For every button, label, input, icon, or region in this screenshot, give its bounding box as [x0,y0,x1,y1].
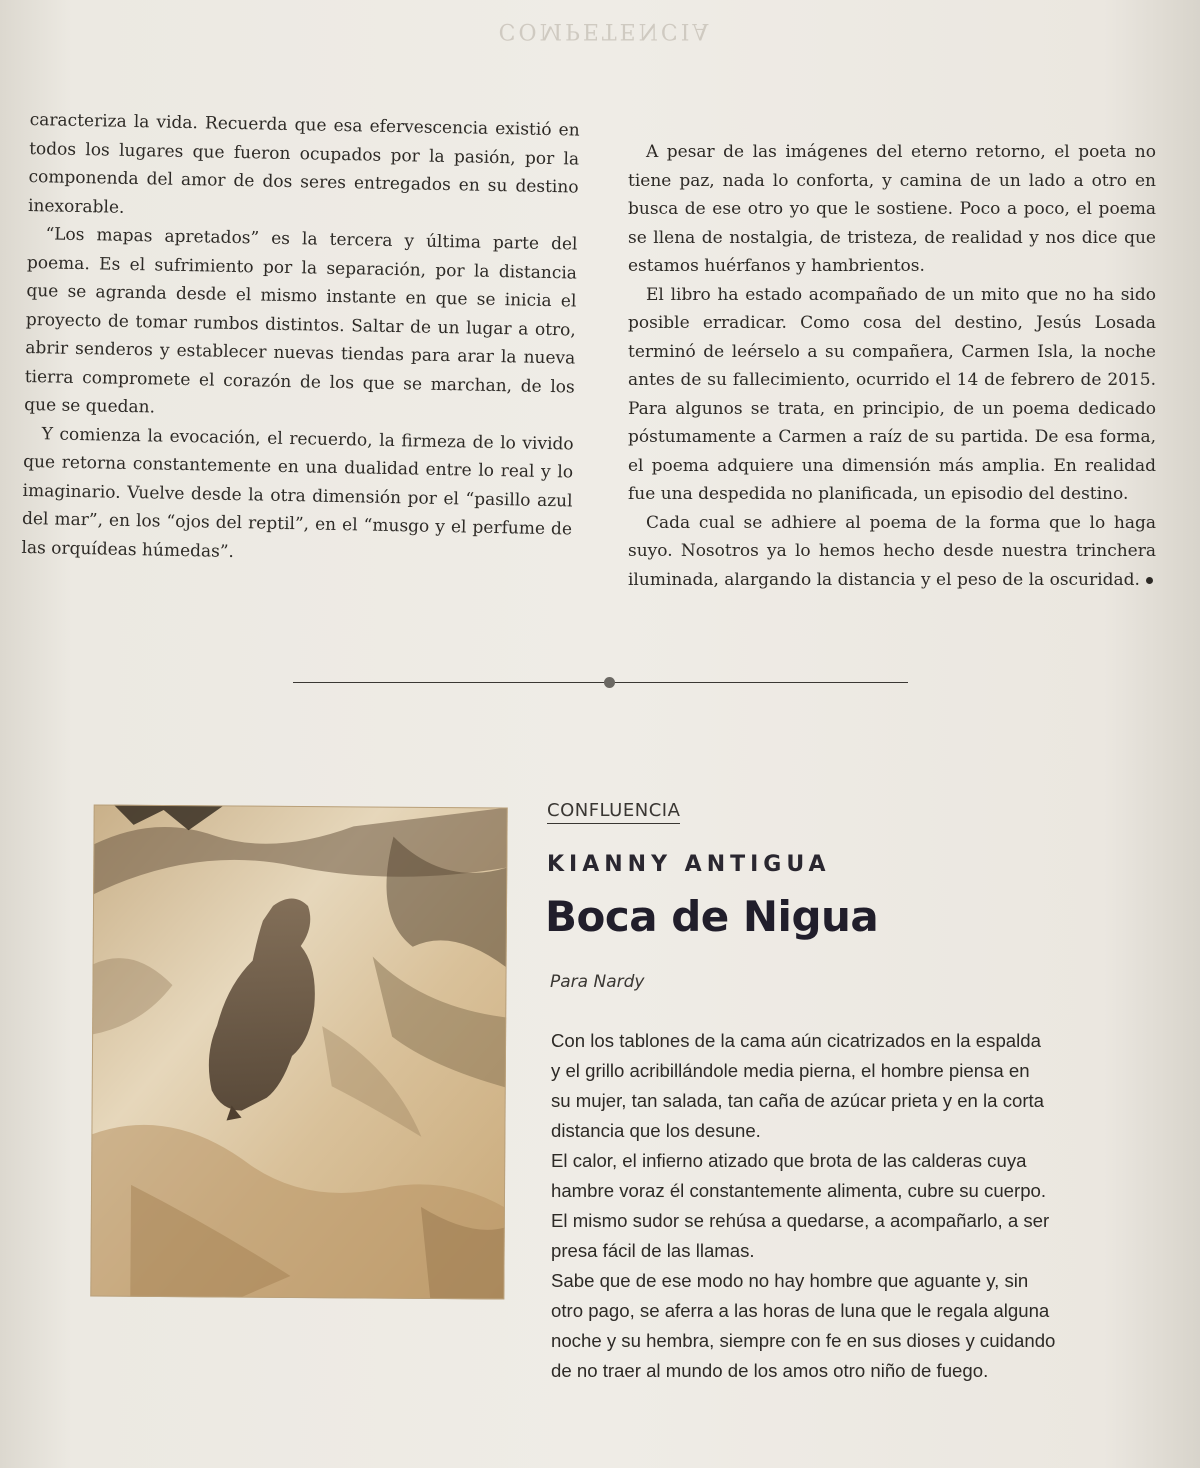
poem-line: El calor, el infierno atizado que brota de las calderas cuya [551,1150,1027,1171]
divider-dot-icon [604,677,615,688]
poem-line: hambre voraz él constantemente alimenta, cubre su cuerpo. [551,1180,1047,1201]
poem-dedication: Para Nardy [550,972,645,992]
essay-paragraph: caracteriza la vida. Recuerda que esa efervescencia existió en todos los lugares que fueron ocupados por la pasión, por la componenda del amor de dos seres entregados en su destino inexorable. [27,109,580,218]
poem-line: Sabe que de ese modo no hay hombre que aguante y, sin [551,1270,1029,1291]
artwork-image [90,805,507,1300]
poem-title: Boca de Nigua [545,892,879,941]
essay-paragraph: A pesar de las imágenes del eterno retorno, el poeta no tiene paz, nada lo conforta, y camina de un lado a otro en busca de ese otro yo que le sostiene. Poco a poco, el poema se llena de nostalgia, de tristeza, de realidad y nos dice que estamos huérfanos y hambrientos. [628,142,1156,276]
poem-line: su mujer, tan salada, tan caña de azúcar prieta y en la corta [551,1090,1045,1111]
essay-paragraph-final [628,509,1156,595]
essay-paragraph: Y comienza la evocación, el recuerdo, la firmeza de lo vivido que retorna constantemente en una dualidad entre lo real y lo imaginario. Vuelve desde la otra dimensión por el “pasillo azul del mar”, en los “ojos del reptil”, en el “musgo y el perfume de las orquídeas húmedas”. [21,423,574,562]
poem-line: distancia que los desune. [551,1120,761,1141]
poem-body [551,1026,1121,1386]
section-divider [293,682,908,683]
poem-line: presa fácil de las llamas. [551,1240,755,1261]
poem-line: y el grillo acribillándole media pierna, el hombre piensa en [551,1060,1030,1081]
essay-paragraph: El libro ha estado acompañado de un mito que no ha sido posible erradicar. Como cosa del destino, Jesús Losada terminó de leérselo a su compañera, Carmen Isla, la noche antes de su fallecimiento, ocurrido el 14 de febrero de 2015. Para algunos se trata, en principio, de un poema dedicado póstumamente a Carmen a raíz de su partida. De esa forma, el poema adquiere una dimensión más amplia. En realidad fue una despedida no planificada, un episodio del destino. [628,284,1156,504]
poem-line: Con los tablones de la cama aún cicatrizados en la espalda [551,1030,1041,1051]
poem-line: otro pago, se aferra a las horas de luna que le regala alguna [551,1300,1050,1321]
poem-line: El mismo sudor se rehúsa a quedarse, a acompañarlo, a ser [551,1210,1050,1231]
poem-line: de no traer al mundo de los amos otro niño de fuego. [551,1360,989,1381]
essay-paragraph: “Los mapas apretados” es la tercera y última parte del poema. Es el sufrimiento por la separación, por la distancia que se agranda desde el mismo instante en que se inicia el proyecto de tomar rumbos distintos. Saltar de un lugar a otro, abrir senderos y establecer nuevas tiendas para arar la nueva tierra compromete el corazón de los que se marchan, de los que se quedan. [24,224,578,418]
author-name: KIANNY ANTIGUA [547,852,831,877]
poem-line: noche y su hembra, siempre con fe en sus dioses y cuidando [551,1330,1056,1351]
essay-right-column [628,138,1156,594]
essay-paragraph-text: Cada cual se adhiere al poema de la forma que lo haga suyo. Nosotros ya lo hemos hecho desde nuestra trinchera iluminada, alargando la distancia y el peso de la oscuridad. [628,512,1156,590]
running-header-bleedthrough: COMPETENCIA [498,18,712,43]
section-label: CONFLUENCIA [547,800,680,824]
end-bullet-icon [1146,577,1153,584]
essay-left-column [21,106,580,572]
